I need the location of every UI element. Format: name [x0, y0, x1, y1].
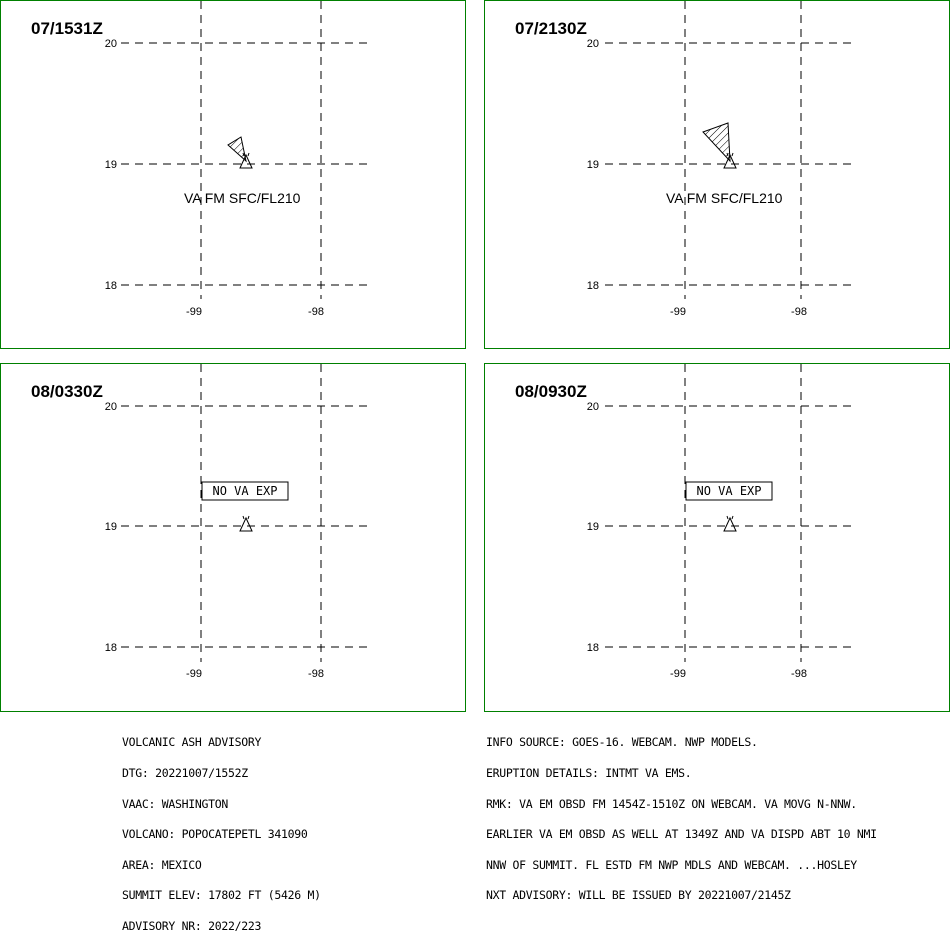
- lat-label: 19: [104, 521, 117, 533]
- lat-label: 18: [586, 642, 599, 654]
- ash-altitude-label: VA FM SFC/FL210: [184, 190, 301, 206]
- lon-label: -99: [186, 668, 202, 680]
- volcano-icon: [724, 516, 736, 531]
- advisory-vaac: VAAC: WASHINGTON: [122, 796, 228, 811]
- advisory-volcano: VOLCANO: POPOCATEPETL 341090: [122, 827, 308, 842]
- panel-time: 07/2130Z: [515, 19, 587, 38]
- panel-time: 08/0930Z: [515, 382, 587, 401]
- map-svg: [485, 1, 950, 350]
- map-panel-1: [0, 0, 466, 349]
- lon-label: -98: [791, 306, 807, 318]
- map-panel-2: [484, 0, 950, 349]
- lat-label: 18: [586, 280, 599, 292]
- lon-label: -98: [308, 668, 324, 680]
- lon-label: -99: [670, 668, 686, 680]
- lat-label: 20: [104, 38, 117, 50]
- advisory-remark: NNW OF SUMMIT. FL ESTD FM NWP MDLS AND WEBCAM. ...HOSLEY: [486, 857, 857, 872]
- advisory-summit-elev: SUMMIT ELEV: 17802 FT (5426 M): [122, 888, 321, 903]
- panel-time: 08/0330Z: [31, 382, 103, 401]
- ash-altitude-label: VA FM SFC/FL210: [666, 190, 783, 206]
- advisory-title: VOLCANIC ASH ADVISORY: [122, 735, 262, 750]
- map-panel-4: [484, 363, 950, 712]
- advisory-area: AREA: MEXICO: [122, 857, 202, 872]
- lat-label: 18: [104, 280, 117, 292]
- advisory-remark: RMK: VA EM OBSD FM 1454Z-1510Z ON WEBCAM. VA MOVG N-NNW.: [486, 796, 857, 811]
- lat-label: 19: [586, 159, 599, 171]
- lat-label: 18: [104, 642, 117, 654]
- map-panel-3: [0, 363, 466, 712]
- map-svg: [1, 1, 467, 350]
- advisory-eruption-details: ERUPTION DETAILS: INTMT VA EMS.: [486, 766, 692, 780]
- lat-label: 20: [586, 38, 599, 50]
- map-svg: [485, 364, 950, 713]
- lon-label: -98: [791, 668, 807, 680]
- advisory-details-block: [486, 717, 877, 911]
- lon-label: -99: [670, 306, 686, 318]
- lat-label: 19: [104, 159, 117, 171]
- advisory-remark: EARLIER VA EM OBSD AS WELL AT 1349Z AND VA DISPD ABT 10 NMI: [486, 827, 877, 842]
- no-va-label: NO VA EXP: [212, 484, 278, 498]
- lon-label: -98: [308, 306, 324, 318]
- advisory-number: ADVISORY NR: 2022/223: [122, 918, 262, 933]
- ash-plume: [703, 123, 730, 161]
- advisory-next: NXT ADVISORY: WILL BE ISSUED BY 20221007/2145Z: [486, 888, 791, 903]
- advisory-header-block: [122, 717, 321, 941]
- lat-label: 20: [104, 401, 117, 413]
- advisory-dtg: DTG: 20221007/1552Z: [122, 766, 248, 780]
- lon-label: -99: [186, 306, 202, 318]
- advisory-info-source: INFO SOURCE: GOES-16. WEBCAM. NWP MODELS.: [486, 735, 758, 750]
- ash-plume: [228, 137, 246, 161]
- lat-label: 19: [586, 521, 599, 533]
- lat-label: 20: [586, 401, 599, 413]
- panel-time: 07/1531Z: [31, 19, 103, 38]
- no-va-label: NO VA EXP: [696, 484, 762, 498]
- map-svg: [1, 364, 467, 713]
- volcano-icon: [240, 516, 252, 531]
